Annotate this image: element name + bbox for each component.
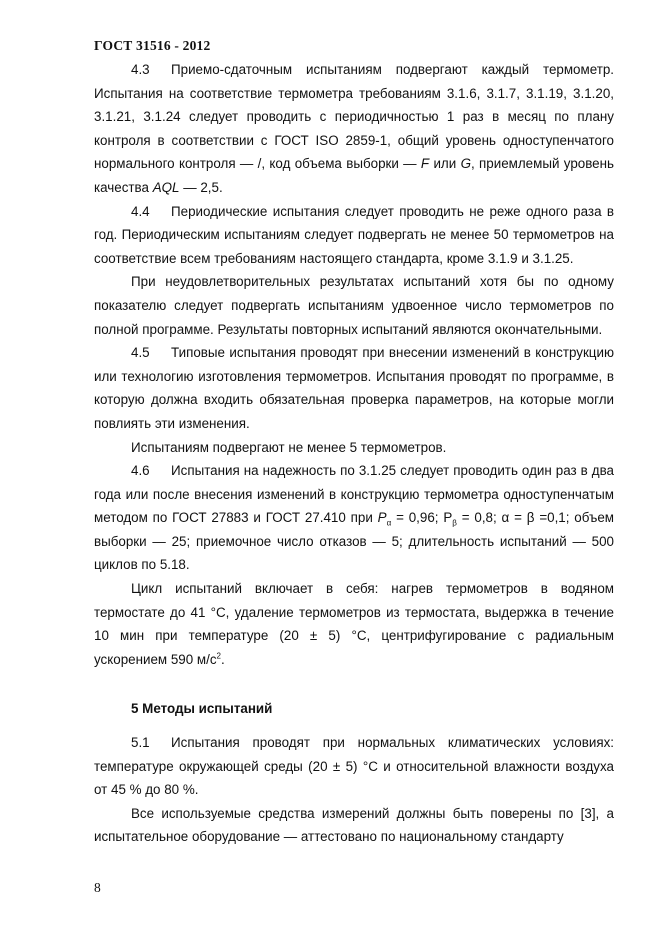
paragraph-4-6-b: Цикл испытаний включает в себя: нагрев термометров в водяном термостате до 41 °С, удаление термометров из термостата, выдержка в течение 10 мин при температуре (20 ± 5) °С, центрифугирование с радиальным ускорением 590 $м/с^2$.	[94, 581, 614, 667]
paragraph-5-1: 5.1 Испытания проводят при нормальных климатических условиях: температуре окружающей среды (20 ± 5) °С и относительной влажности воздуха от 45 % до 80 %.	[94, 731, 614, 802]
clause-number: 4.6	[131, 463, 150, 479]
clause-number: 5.1	[131, 735, 150, 751]
clause-number: 4.4	[131, 203, 150, 219]
paragraph-4-4-b: При неудовлетворительных результатах испытаний хотя бы по одному показателю следует подвергать испытаниям удвоенное число термометров по полной программе. Результаты повторных испытаний являются окончательными.	[94, 274, 614, 337]
page-number: 8	[94, 880, 101, 895]
clause-number: 4.5	[131, 345, 150, 361]
document-header: ГОСТ 31516 - 2012	[94, 38, 211, 53]
paragraph-4-5-b: Испытаниям подвергают не менее 5 термометров.	[131, 439, 447, 455]
paragraph-5-1-b: Все используемые средства измерений должны быть поверены по [3], а испытательное оборудование — аттестовано по национальному стандарту	[94, 805, 614, 845]
document-body	[94, 58, 614, 849]
paragraph-4-5: 4.5 Типовые испытания проводят при внесении изменений в конструкцию или технологию изготовления термометров. Испытания проводят по программе, в которую должна входить обязательная проверка параметров, на которые могли повлиять эти изменения.	[94, 341, 614, 435]
paragraph-4-3: 4.3 Приемо-сдаточным испытаниям подвергают каждый термометр. Испытания на соответствие термометра требованиям 3.1.6, 3.1.7, 3.1.19, 3.1.20, 3.1.21, 3.1.24 следует проводить с периодичностью 1 раз в месяц по плану контроля в соответствии с ГОСТ ISO 2859-1, общий уровень одноступенчатого нормального контроля — /, код объема выборки — F или G, приемлемый уровень качества AQL — 2,5.	[94, 58, 614, 200]
paragraph-4-6: 4.6 Испытания на надежность по 3.1.25 следует проводить один раз в два года или после внесения изменений в конструкцию термометра одноступенчатым методом по ГОСТ 27883 и ГОСТ 27.410 при $P_\alpha = 0,96$; $P_\beta = 0,8$; α = β =0,1; объем выборки — 25; приемочное число отказов — 5; длительность испытаний — 500 циклов по 5.18.	[94, 459, 614, 577]
clause-number: 4.3	[131, 62, 150, 77]
section-heading-5: 5 Методы испытаний	[131, 701, 273, 717]
paragraph-4-4: 4.4 Периодические испытания следует проводить не реже одного раза в год. Периодическим испытаниям следует подвергать не менее 50 термометров на соответствие всем требованиям настоящего стандарта, кроме 3.1.9 и 3.1.25.	[94, 200, 614, 271]
